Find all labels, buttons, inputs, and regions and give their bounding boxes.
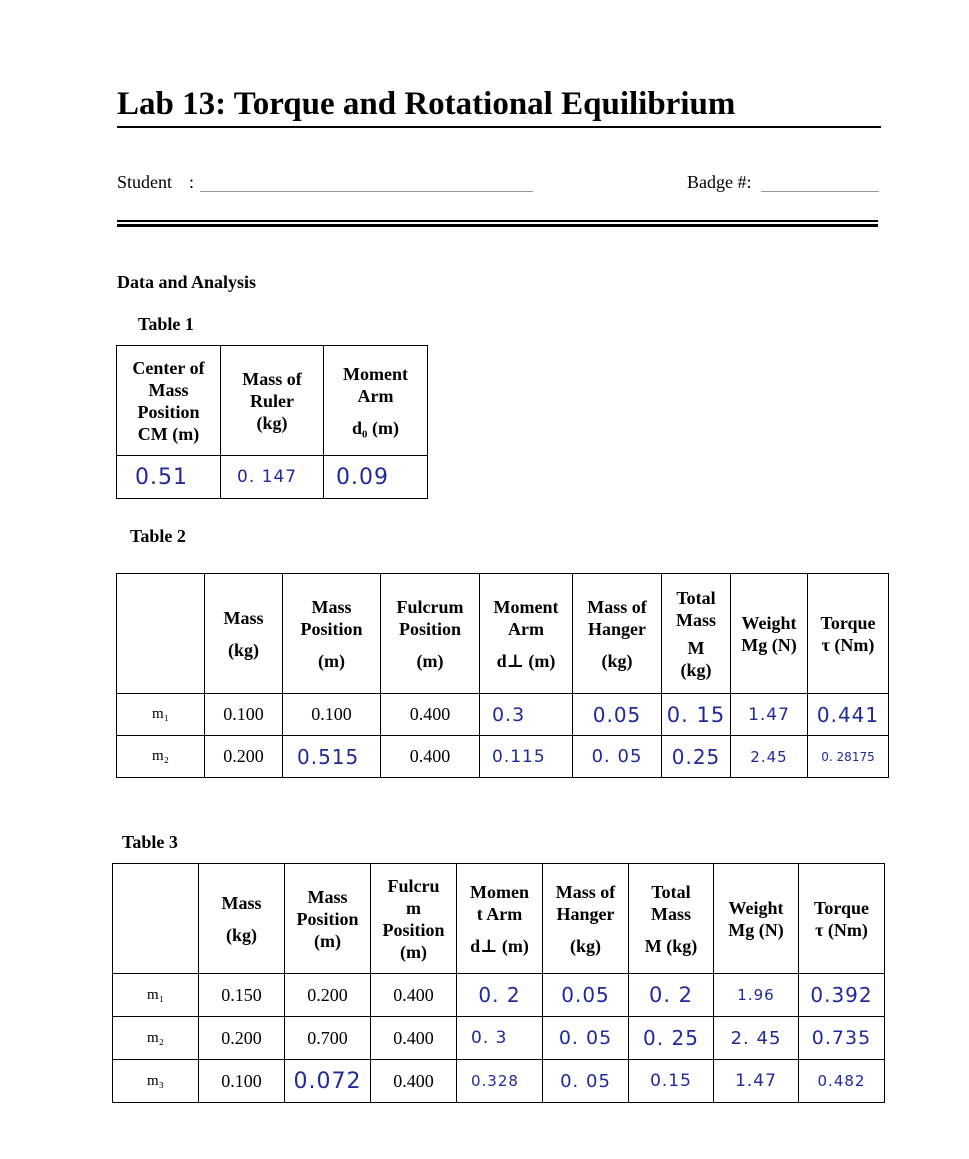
table2-header-mass-position: Mass Position (m) <box>283 574 381 694</box>
table-cell: 0.441 <box>808 694 889 736</box>
row-label: m₁ <box>117 694 205 736</box>
table1-caption: Table 1 <box>138 314 194 334</box>
table-cell: 0.150 <box>199 974 285 1017</box>
table-cell: 0.200 <box>199 1017 285 1060</box>
table-row <box>117 736 889 778</box>
table-cell: 1.96 <box>714 974 799 1017</box>
table-row <box>113 1017 885 1060</box>
table1-header-cm: Center of Mass Position CM (m) <box>117 346 221 456</box>
table1-ruler-mass-value: 0. 147 <box>221 456 324 499</box>
table-cell: 0. 3 <box>457 1017 543 1060</box>
badge-label: Badge #: <box>687 172 752 192</box>
table1 <box>116 345 428 499</box>
table1-moment-arm-value: 0.09 <box>324 456 428 499</box>
table-row <box>113 1060 885 1103</box>
table2-header-total-mass: Total Mass M (kg) <box>662 574 731 694</box>
table-cell: 0.25 <box>662 736 731 778</box>
table2-header-moment-arm: Moment Arm d⊥ (m) <box>480 574 573 694</box>
table-cell: 0. 25 <box>629 1017 714 1060</box>
table3-header-mass-position: Mass Position (m) <box>285 864 371 974</box>
table-cell: 0.100 <box>199 1060 285 1103</box>
table-cell: 0.400 <box>381 694 480 736</box>
table-cell: 0. 2 <box>629 974 714 1017</box>
table3-header-fulcrum-position: Fulcru m Position (m) <box>371 864 457 974</box>
table2-header-mass: Mass (kg) <box>205 574 283 694</box>
table1-cm-value: 0.51 <box>117 456 221 499</box>
table-cell: 0. 05 <box>543 1060 629 1103</box>
table-cell: 0.400 <box>371 1017 457 1060</box>
table-cell: 0.328 <box>457 1060 543 1103</box>
table-cell: 0.400 <box>371 974 457 1017</box>
table-cell: 0.15 <box>629 1060 714 1103</box>
table2 <box>116 573 889 778</box>
table-cell: 0. 05 <box>573 736 662 778</box>
table-cell: 1.47 <box>714 1060 799 1103</box>
table-cell: 0.05 <box>543 974 629 1017</box>
student-label: Student <box>117 172 173 192</box>
table3-header-moment-arm: Momen t Arm d⊥ (m) <box>457 864 543 974</box>
table1-value-row <box>117 456 428 499</box>
table2-header-hanger-mass: Mass of Hanger (kg) <box>573 574 662 694</box>
table-cell: 0.735 <box>799 1017 885 1060</box>
row-label: m₂ <box>113 1017 199 1060</box>
table2-caption: Table 2 <box>130 526 186 546</box>
table-cell: 0. 2 <box>457 974 543 1017</box>
table-cell: 0.115 <box>480 736 573 778</box>
table3-header-torque: Torque τ (Nm) <box>799 864 885 974</box>
header-divider <box>117 220 878 227</box>
table3-caption: Table 3 <box>122 832 178 852</box>
table-row <box>113 974 885 1017</box>
table-cell: 0.392 <box>799 974 885 1017</box>
table-cell: 0. 05 <box>543 1017 629 1060</box>
table-cell: 0.700 <box>285 1017 371 1060</box>
table-cell: 0.072 <box>285 1060 371 1103</box>
table2-header-blank <box>117 574 205 694</box>
table-cell: 0.100 <box>283 694 381 736</box>
table-cell: 0.05 <box>573 694 662 736</box>
table-row <box>117 694 889 736</box>
badge-number-field[interactable] <box>761 191 879 192</box>
table3-header-total-mass: Total Mass M (kg) <box>629 864 714 974</box>
row-label: m₂ <box>117 736 205 778</box>
table1-header-ruler-mass: Mass of Ruler (kg) <box>221 346 324 456</box>
table-cell: 0. 28175 <box>808 736 889 778</box>
student-name-field[interactable] <box>200 191 533 192</box>
table3-header-blank <box>113 864 199 974</box>
table-cell: 0.400 <box>381 736 480 778</box>
table3-header-row <box>113 864 885 974</box>
table-cell: 1.47 <box>731 694 808 736</box>
table3-header-weight: Weight Mg (N) <box>714 864 799 974</box>
section-heading: Data and Analysis <box>117 272 257 292</box>
table3-header-hanger-mass: Mass of Hanger (kg) <box>543 864 629 974</box>
table2-header-fulcrum-position: Fulcrum Position (m) <box>381 574 480 694</box>
table3 <box>112 863 885 1103</box>
table1-header-moment-arm: Moment Arm d₀ (m) <box>324 346 428 456</box>
table1-header-row <box>117 346 428 456</box>
table2-header-row <box>117 574 889 694</box>
table-cell: 0.515 <box>283 736 381 778</box>
table-cell: 0.400 <box>371 1060 457 1103</box>
table-cell: 0.100 <box>205 694 283 736</box>
page-title: Lab 13: Torque and Rotational Equilibrium <box>117 84 881 128</box>
table3-header-mass: Mass (kg) <box>199 864 285 974</box>
table2-header-torque: Torque τ (Nm) <box>808 574 889 694</box>
table-cell: 0. 15 <box>662 694 731 736</box>
table-cell: 0.200 <box>205 736 283 778</box>
table-cell: 0.200 <box>285 974 371 1017</box>
table-cell: 2. 45 <box>714 1017 799 1060</box>
table2-header-weight: Weight Mg (N) <box>731 574 808 694</box>
row-label: m₃ <box>113 1060 199 1103</box>
table-cell: 0.3 <box>480 694 573 736</box>
student-colon: : <box>189 172 195 192</box>
row-label: m₁ <box>113 974 199 1017</box>
table-cell: 0.482 <box>799 1060 885 1103</box>
table-cell: 2.45 <box>731 736 808 778</box>
